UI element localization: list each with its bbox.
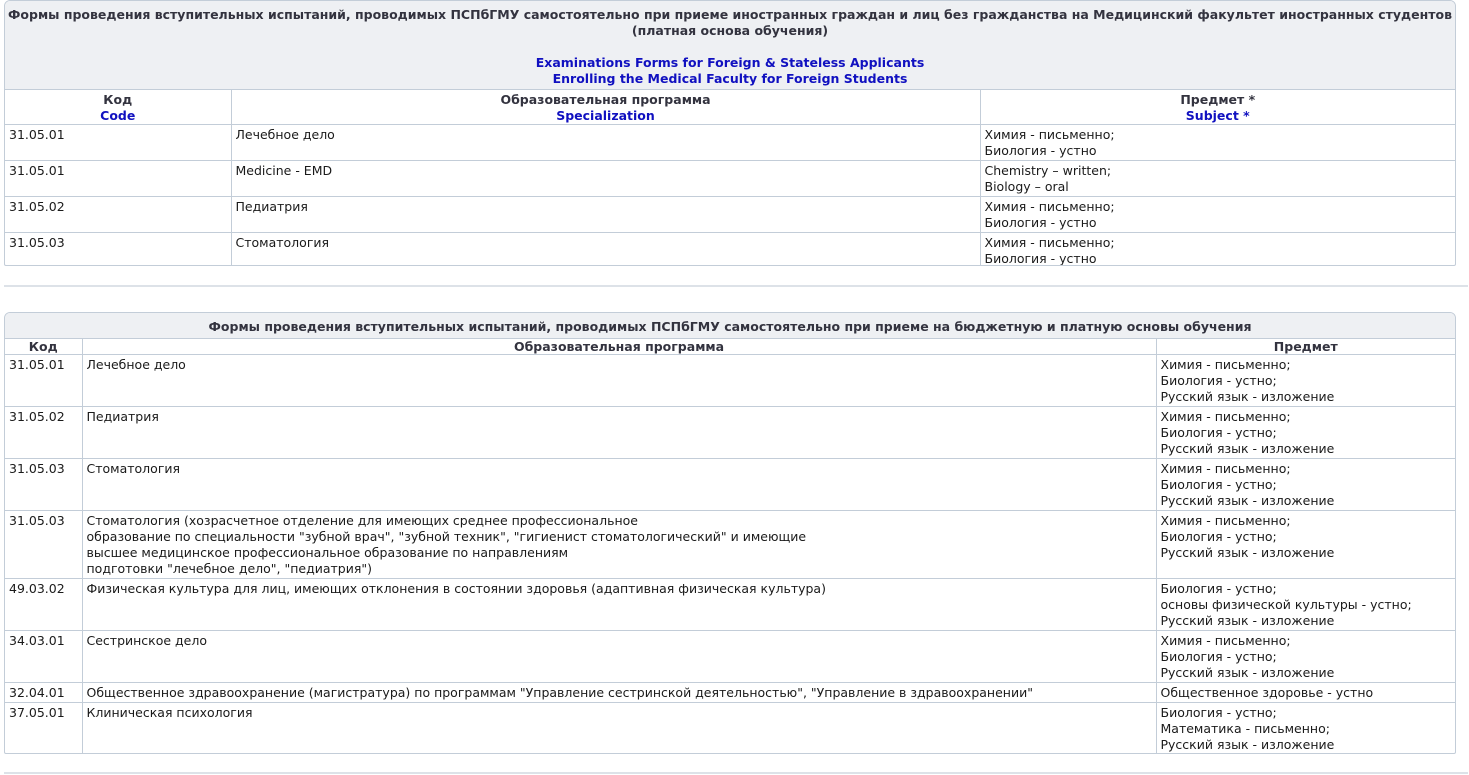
domestic-exams-table — [5, 339, 1455, 754]
table-row — [5, 233, 1455, 267]
subject-line: Химия - письменно; — [1160, 357, 1291, 372]
subject-cell — [1156, 407, 1455, 459]
subject-line: Химия - письменно; — [1160, 633, 1291, 648]
subject-line: Биология - устно; — [1160, 477, 1277, 492]
subject-line: Химия - письменно; — [984, 127, 1115, 142]
header-row — [5, 90, 1455, 125]
subject-line: Chemistry – written; — [984, 163, 1112, 178]
header-row — [5, 339, 1455, 355]
subject-line: основы физической культуры - устно; — [1160, 597, 1412, 612]
subject-line: Биология - устно; — [1160, 529, 1277, 544]
program-line: Сестринское дело — [86, 633, 208, 648]
code-cell: 31.05.03 — [5, 511, 82, 579]
program-cell — [82, 703, 1156, 755]
caption-en-line-1: Examinations Forms for Foreign & Stateless Applicants — [535, 55, 925, 70]
code-header-ru: Код — [103, 92, 133, 107]
program-cell — [82, 683, 1156, 703]
program-cell — [82, 579, 1156, 631]
subject-cell — [1156, 579, 1455, 631]
caption-ru: Формы проведения вступительных испытаний, проводимых ПСПбГМУ самостоятельно при приеме иностранных граждан и лиц без гражданства на Медицинский факультет иностранных студентов (платная основа обучения) — [8, 7, 1452, 38]
table-row — [5, 125, 1455, 161]
subject-line: Русский язык - изложение — [1160, 493, 1335, 508]
subject-cell — [1156, 631, 1455, 683]
divider — [4, 285, 1468, 287]
table-row — [5, 683, 1455, 703]
subject-line: Русский язык - изложение — [1160, 441, 1335, 456]
subject-line: Биология - устно; — [1160, 581, 1277, 596]
program-header — [231, 90, 980, 125]
program-line: образование по специальности "зубной врач", "зубной техник", "гигиенист стоматологический" и имеющие — [86, 529, 807, 544]
subject-line: Биология - устно; — [1160, 425, 1277, 440]
program-line: подготовки "лечебное дело", "педиатрия") — [86, 561, 373, 576]
code-cell: 37.05.01 — [5, 703, 82, 755]
program-cell: Педиатрия — [231, 197, 980, 233]
code-cell: 31.05.01 — [5, 161, 231, 197]
program-line: Педиатрия — [86, 409, 159, 424]
subject-line: Biology – oral — [984, 179, 1069, 194]
table-row — [5, 511, 1455, 579]
program-cell — [82, 631, 1156, 683]
table-row — [5, 631, 1455, 683]
subject-line: Русский язык - изложение — [1160, 613, 1335, 628]
subject-cell — [980, 161, 1455, 197]
subject-line: Математика - письменно; — [1160, 721, 1330, 736]
table-row — [5, 197, 1455, 233]
subject-line: Русский язык - изложение — [1160, 665, 1335, 680]
program-line: высшее медицинское профессиональное образование по направлениям — [86, 545, 569, 560]
subject-line: Химия - письменно; — [984, 199, 1115, 214]
program-line: Лечебное дело — [86, 357, 186, 372]
code-cell: 34.03.01 — [5, 631, 82, 683]
program-line: Клиническая психология — [86, 705, 253, 720]
program-cell: Стоматология — [231, 233, 980, 267]
subject-header-en: Subject * — [1185, 108, 1250, 123]
code-header: Код — [5, 339, 82, 355]
subject-cell — [980, 197, 1455, 233]
foreign-exams-table — [5, 90, 1455, 266]
code-cell: 31.05.02 — [5, 407, 82, 459]
code-cell: 31.05.02 — [5, 197, 231, 233]
program-header-ru: Образовательная программа — [500, 92, 711, 107]
domestic-exams-panel — [4, 312, 1456, 754]
subject-cell — [1156, 511, 1455, 579]
code-cell: 31.05.01 — [5, 125, 231, 161]
table-row — [5, 161, 1455, 197]
subject-line: Биология - устно — [984, 215, 1097, 230]
table-row — [5, 579, 1455, 631]
subject-line: Биология - устно; — [1160, 373, 1277, 388]
program-cell — [82, 407, 1156, 459]
subject-cell — [1156, 683, 1455, 703]
subject-header: Предмет — [1156, 339, 1455, 355]
program-cell — [82, 355, 1156, 407]
program-line: Физическая культура для лиц, имеющих отклонения в состоянии здоровья (адаптивная физическая культура) — [86, 581, 826, 596]
foreign-exams-panel — [4, 0, 1456, 266]
code-cell: 31.05.03 — [5, 459, 82, 511]
table-row — [5, 703, 1455, 755]
program-cell: Medicine - EMD — [231, 161, 980, 197]
table-row — [5, 459, 1455, 511]
subject-cell — [980, 125, 1455, 161]
subject-line: Химия - письменно; — [984, 235, 1115, 250]
subject-header — [980, 90, 1455, 125]
subject-line: Русский язык - изложение — [1160, 737, 1335, 752]
table-row — [5, 355, 1455, 407]
caption-en-line-2: Enrolling the Medical Faculty for Foreign Students — [552, 71, 908, 86]
program-line: Стоматология (хозрасчетное отделение для имеющих среднее профессиональное — [86, 513, 638, 528]
program-header-en: Specialization — [556, 108, 655, 123]
code-cell: 32.04.01 — [5, 683, 82, 703]
subject-cell — [980, 233, 1455, 267]
subject-line: Биология - устно — [984, 251, 1097, 266]
divider — [4, 772, 1468, 774]
code-cell: 49.03.02 — [5, 579, 82, 631]
code-header-en: Code — [100, 108, 136, 123]
code-header — [5, 90, 231, 125]
program-cell: Лечебное дело — [231, 125, 980, 161]
subject-cell — [1156, 703, 1455, 755]
subject-line: Химия - письменно; — [1160, 461, 1291, 476]
code-cell: 31.05.03 — [5, 233, 231, 267]
subject-cell — [1156, 459, 1455, 511]
subject-cell — [1156, 355, 1455, 407]
domestic-exams-caption: Формы проведения вступительных испытаний, проводимых ПСПбГМУ самостоятельно при приеме на бюджетную и платную основы обучения — [5, 313, 1455, 339]
subject-line: Русский язык - изложение — [1160, 389, 1335, 404]
subject-line: Биология - устно; — [1160, 649, 1277, 664]
subject-line: Биология - устно — [984, 143, 1097, 158]
program-line: Общественное здравоохранение (магистратура) по программам "Управление сестринской деятельностью", "Управление в здравоохранении" — [86, 685, 1033, 700]
subject-header-ru: Предмет * — [1180, 92, 1256, 107]
program-header: Образовательная программа — [82, 339, 1156, 355]
subject-line: Биология - устно; — [1160, 705, 1277, 720]
subject-line: Химия - письменно; — [1160, 513, 1291, 528]
subject-line: Химия - письменно; — [1160, 409, 1291, 424]
subject-line: Общественное здоровье - устно — [1160, 685, 1374, 700]
subject-line: Русский язык - изложение — [1160, 545, 1335, 560]
foreign-exams-caption — [5, 1, 1455, 90]
program-cell — [82, 459, 1156, 511]
program-line: Стоматология — [86, 461, 181, 476]
program-cell — [82, 511, 1156, 579]
code-cell: 31.05.01 — [5, 355, 82, 407]
table-row — [5, 407, 1455, 459]
